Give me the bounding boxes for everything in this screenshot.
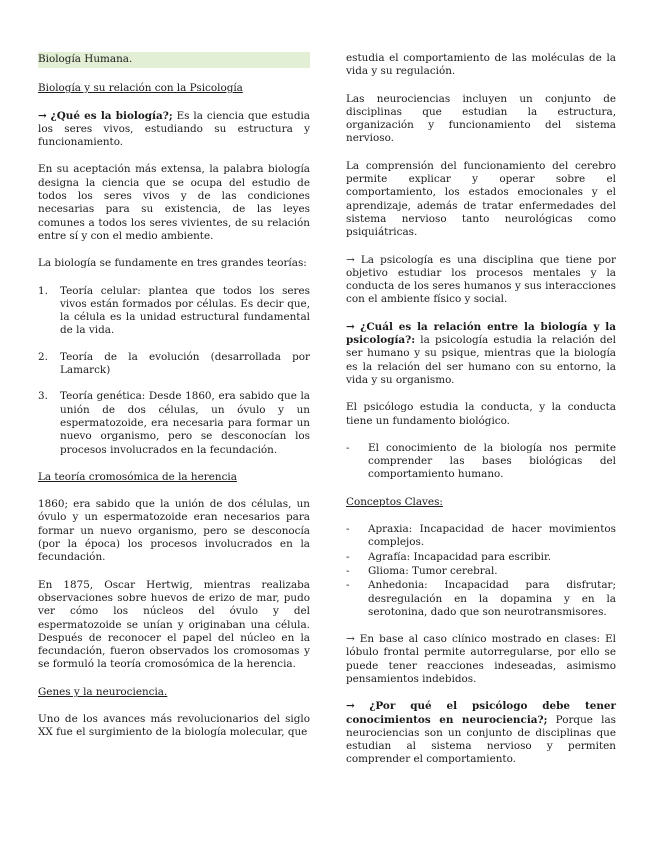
document-title: Biología Humana. (38, 52, 310, 68)
paragraph-neurociencias: Las neurociencias incluyen un conjunto de disciplinas que estudian la estructura, organización y funcionamiento del sistema nervioso. (346, 92, 616, 145)
list-item (38, 351, 310, 378)
paragraph-acepcion: En su aceptación más extensa, la palabra biología designa la ciencia que se ocupa del estudio de todos los seres vivos y de las condiciones necesarias para su existencia, de las leyes comunes a todos los seres vivientes, de su relación entre sí y con el medio ambiente. (38, 163, 310, 242)
question-relacion (346, 321, 616, 387)
list-number: 3. (38, 390, 48, 403)
list-item (38, 390, 310, 456)
question-neurociencia (346, 700, 616, 766)
list-text: Teoría celular: plantea que todos los seres vivos están formados por células. Es decir que, la célula es la unidad estructural fundamental de la vida. (60, 284, 310, 337)
list-item (346, 551, 616, 564)
list-item (38, 285, 310, 338)
arrow-icon: → (38, 109, 47, 122)
list-text: Agrafía: Incapacidad para escribir. (368, 550, 552, 563)
paragraph-cerebro: La comprensión del funcionamiento del cerebro permite explicar y operar sobre el comportamiento, los estados emocionales y el aprendizaje, además de tratar enfermedades del sistema nervioso tanto neurológicas como psiquiátricas. (346, 159, 616, 239)
paragraph-psicologia: → La psicología es una disciplina que tiene por objetivo estudiar los procesos mentales y la conducta de los seres humanos y sus interacciones con el ambiente físico y social. (346, 253, 616, 306)
answer-text: la psicología estudia la relación del ser humano y su psique, mientras que la biología es la relación del ser humano con su entorno, la vida y su organismo. (346, 334, 616, 386)
list-text: Anhedonia: Incapacidad para disfrutar; desregulación en la dopamina y en la serotonina, dado que son neurotransmisores. (368, 579, 616, 618)
left-column (38, 52, 310, 740)
bullet-list (346, 442, 616, 482)
paragraph-1875: En 1875, Oscar Hertwig, mientras realizaba observaciones sobre huevos de erizo de mar, pudo ver cómo los núcleos del óvulo y del espermatozoide se unían y originaban una célula. Después de reconocer el papel del núcleo en la fecundación, fueron observados los cromosomas y se formuló la teoría cromosómica de la herencia. (38, 578, 310, 671)
paragraph-teorias-intro: La biología se fundamente en tres grandes teorías: (38, 257, 307, 270)
list-item (346, 565, 616, 578)
question-que-es-biologia (38, 110, 310, 150)
list-text: Teoría genética: Desde 1860, era sabido que la unión de dos células, un óvulo y un espermatozoide, era necesaria para formar un nuevo organismo, pero se desconocían los procesos involucrados en la fecundación. (60, 390, 310, 456)
list-text: El conocimiento de la biología nos permite comprender las bases biológicas del comportamiento humano. (368, 441, 616, 481)
right-column (346, 52, 616, 767)
answer-text: Es la ciencia que estudia los seres vivos, estudiando su estructura y funcionamiento. (38, 109, 310, 149)
list-item (346, 442, 616, 482)
dash-bullet: - (346, 564, 350, 577)
list-item (346, 579, 616, 619)
section-heading-cromosomica: La teoría cromosómica de la herencia (38, 470, 237, 483)
question-label: ¿Por qué el psicólogo debe tener conocimientos en neurociencia?; (346, 700, 616, 726)
list-item (346, 523, 616, 550)
paragraph-caso-clinico: → En base al caso clínico mostrado en clases: El lóbulo frontal permite autorregularse, por ello se puede tener reacciones indeseadas, asimismo pensamientos indebidos. (346, 633, 616, 685)
concepts-list (346, 523, 616, 619)
list-text: Teoría de la evolución (desarrollada por Lamarck) (60, 350, 310, 377)
paragraph-continuation: estudia el comportamiento de las moléculas de la vida y su regulación. (346, 52, 616, 78)
paragraph-conducta: El psicólogo estudia la conducta, y la conducta tiene un fundamento biológico. (346, 401, 616, 427)
section-heading-conceptos: Conceptos Claves: (346, 495, 443, 508)
question-label: ¿Cuál es la relación entre la biología y la psicología?: (346, 320, 616, 347)
list-number: 1. (38, 284, 48, 297)
answer-text: Porque las neurociencias son un conjunto de disciplinas que estudian al sistema nervioso y permiten comprender el comportamiento. (346, 713, 616, 766)
section-heading-biologia-psicologia: Biología y su relación con la Psicología (38, 82, 243, 95)
arrow-icon: → (346, 320, 355, 333)
theories-list (38, 285, 310, 457)
question-label: ¿Qué es la biología?; (50, 109, 173, 122)
list-text: Apraxia: Incapacidad de hacer movimientos complejos. (368, 523, 616, 549)
section-heading-genes: Genes y la neurociencia. (38, 685, 168, 698)
list-number: 2. (38, 350, 48, 363)
dash-bullet: - (346, 550, 350, 563)
dash-bullet: - (346, 441, 350, 454)
arrow-icon: → (346, 700, 355, 713)
paragraph-1860: 1860; era sabido que la unión de dos células, un óvulo y un espermatozoide eran necesarios para formar un nuevo organismo, pero se desconocía (por la época) los procesos involucrados en la fecundación. (38, 498, 310, 564)
list-text: Glioma: Tumor cerebral. (368, 564, 498, 577)
dash-bullet: - (346, 579, 350, 592)
dash-bullet: - (346, 523, 350, 536)
paragraph-avances: Uno de los avances más revolucionarios del siglo XX fue el surgimiento de la biología molecular, que (38, 712, 310, 739)
